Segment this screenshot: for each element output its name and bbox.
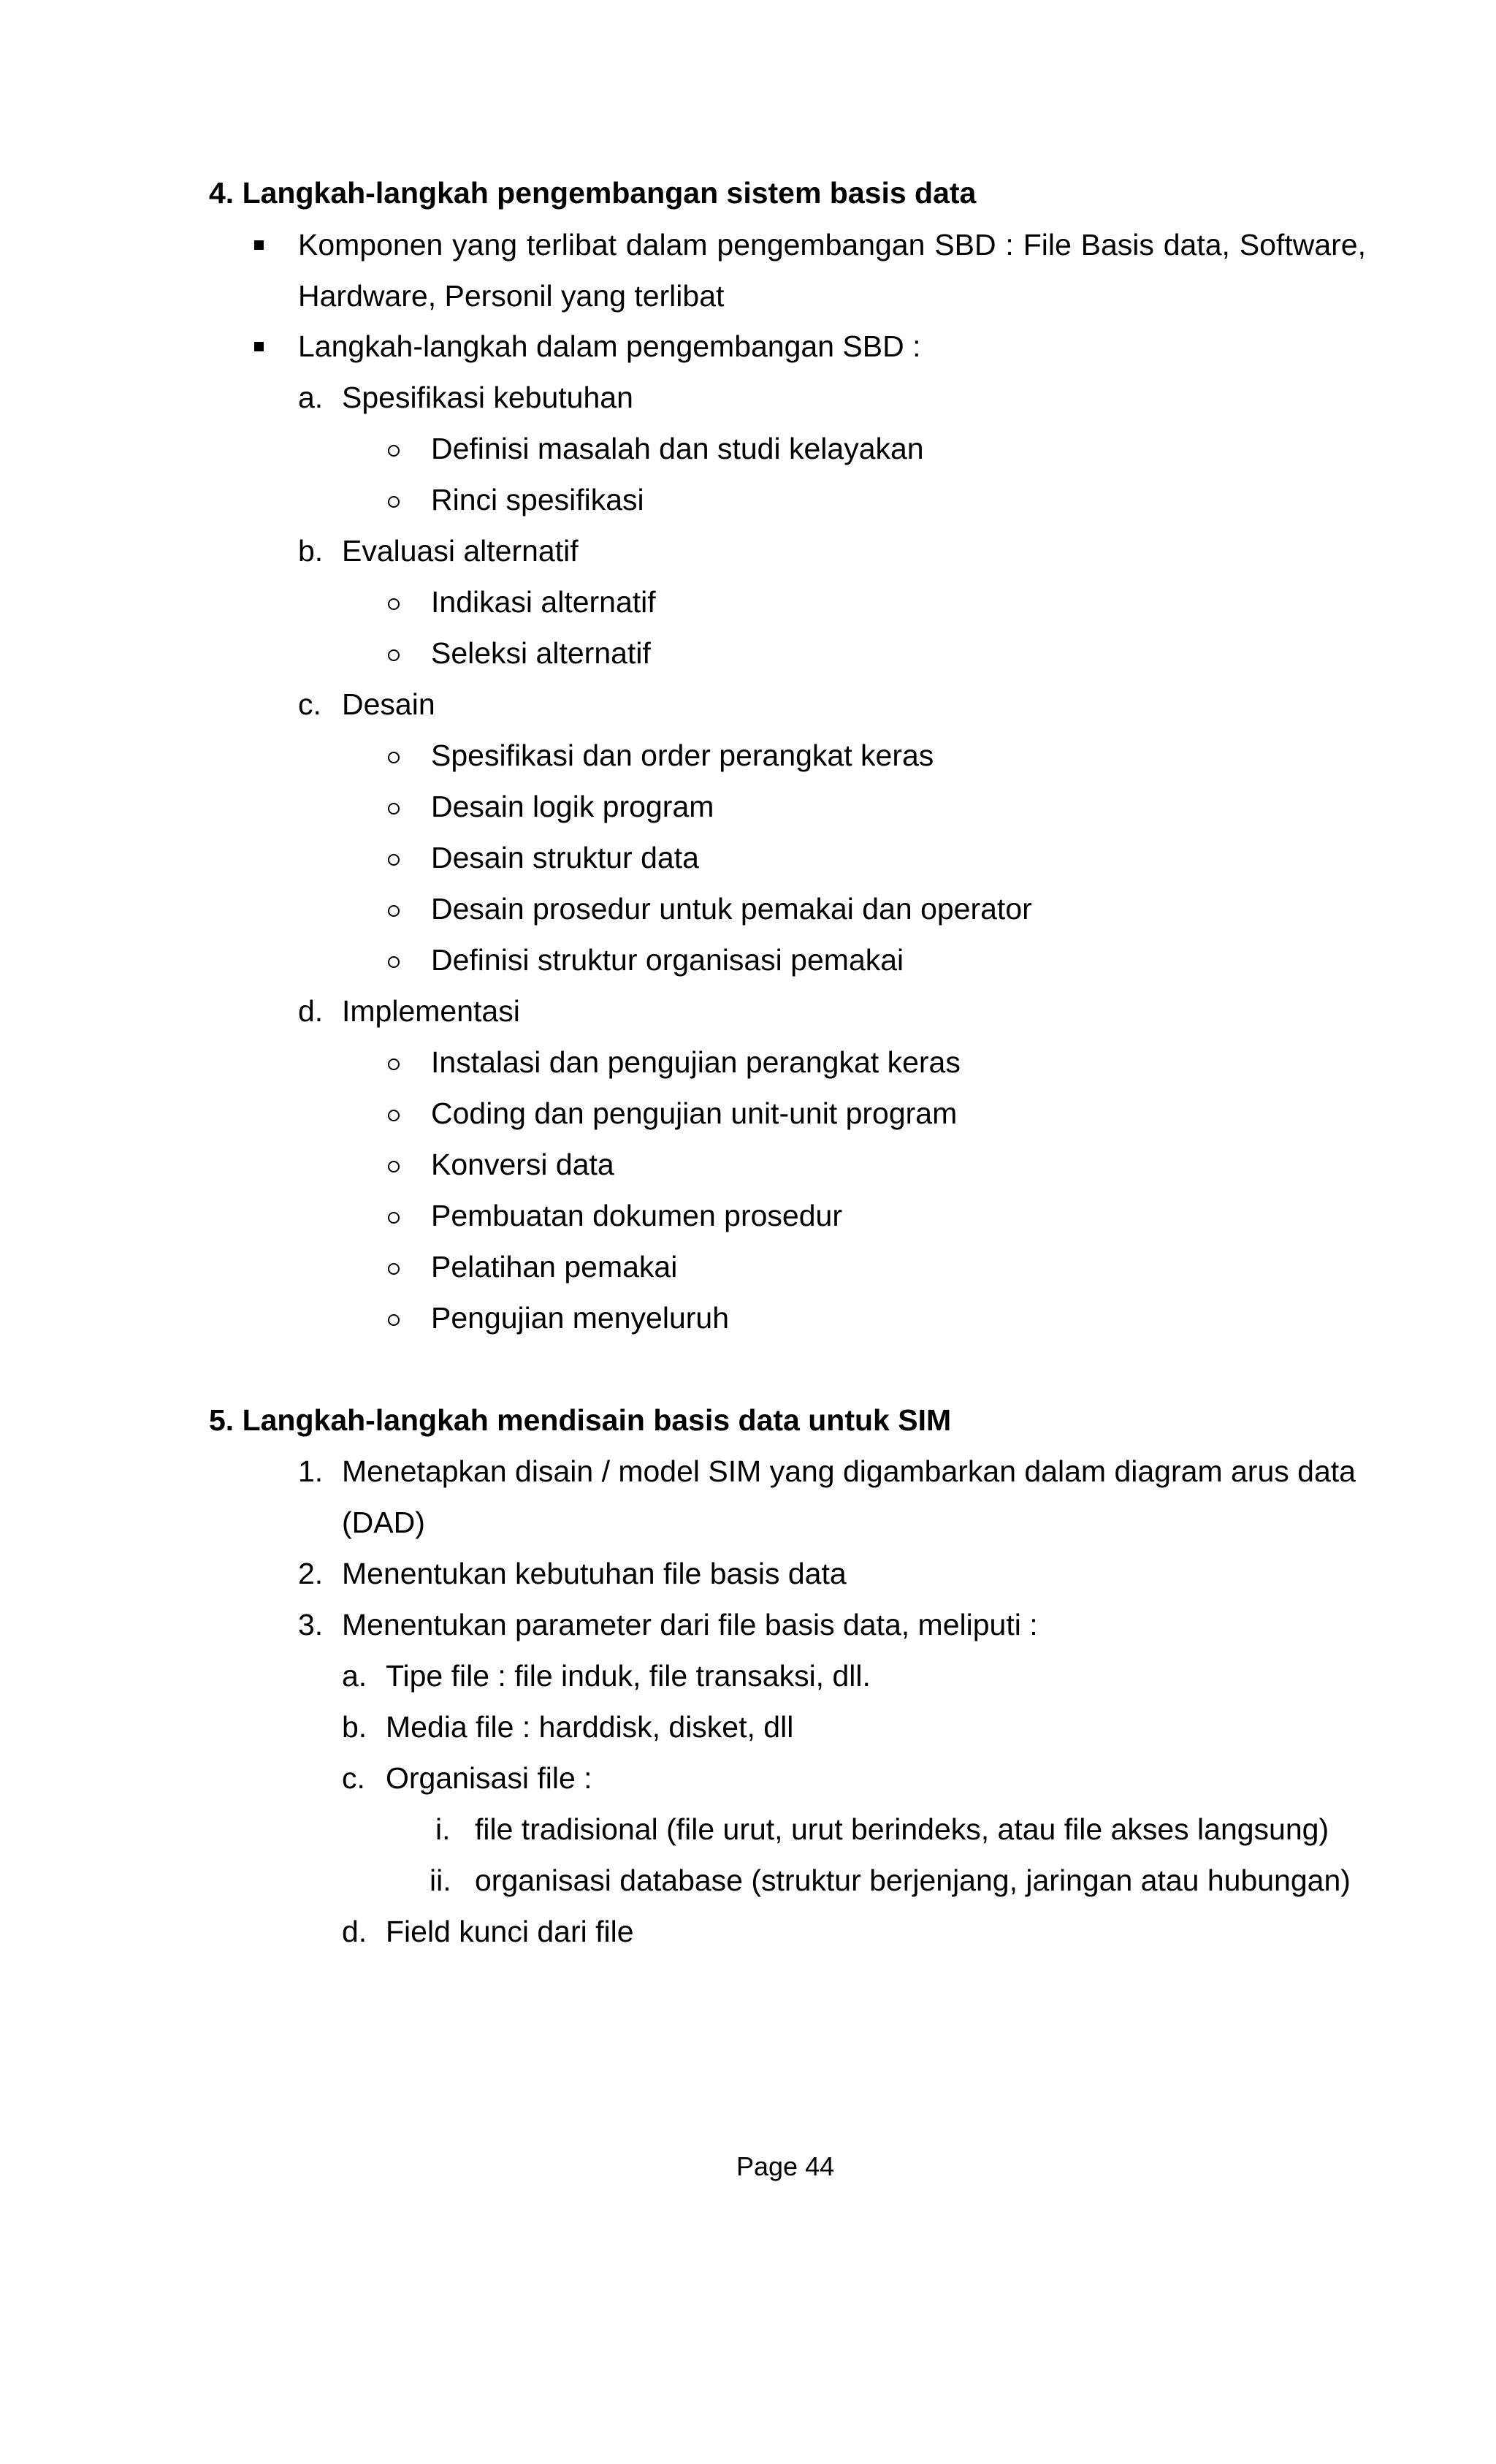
param-text: Organisasi file : <box>386 1761 592 1795</box>
list-marker: d. <box>342 1915 367 1948</box>
list-marker: 3. <box>298 1608 324 1641</box>
list-item: Indikasi alternatif <box>431 585 656 619</box>
list-marker: c. <box>298 687 321 721</box>
list-marker: d. <box>298 994 324 1028</box>
list-item: Coding dan pengujian unit-unit program <box>431 1096 958 1130</box>
circle-bullet <box>388 803 400 815</box>
list-marker: b. <box>298 534 324 568</box>
list-marker: a. <box>298 381 324 414</box>
circle-bullet <box>388 598 400 610</box>
list-marker: c. <box>342 1761 365 1795</box>
circle-bullet <box>388 445 400 457</box>
list-item: Pengujian menyeluruh <box>431 1301 729 1335</box>
square-bullet <box>254 240 264 250</box>
step-text: Menetapkan disain / model SIM yang digambarkan dalam diagram arus data <box>342 1454 1356 1488</box>
org-item-text: file tradisional (file urut, urut berindeks, atau file akses langsung) <box>475 1812 1329 1846</box>
list-item: Pembuatan dokumen prosedur <box>431 1199 842 1232</box>
list-marker: a. <box>342 1659 367 1693</box>
circle-bullet <box>388 905 400 917</box>
circle-bullet <box>388 1212 400 1224</box>
list-item: Definisi struktur organisasi pemakai <box>431 943 904 977</box>
step-text: Menentukan kebutuhan file basis data <box>342 1557 847 1590</box>
list-item: Desain struktur data <box>431 841 699 874</box>
list-marker: i. <box>435 1812 451 1846</box>
page-number: Page 44 <box>736 2151 835 2181</box>
list-marker: 2. <box>298 1557 324 1590</box>
bullet-components-line2: Hardware, Personil yang terlibat <box>298 279 725 313</box>
section-4-heading: 4. Langkah-langkah pengembangan sistem basis data <box>209 176 977 210</box>
square-bullet <box>254 342 264 351</box>
circle-bullet <box>388 1263 400 1275</box>
list-marker: 1. <box>298 1454 324 1488</box>
list-item: Konversi data <box>431 1148 614 1181</box>
circle-bullet <box>388 854 400 866</box>
group-label: Desain <box>342 687 435 721</box>
circle-bullet <box>388 1110 400 1121</box>
circle-bullet <box>388 752 400 763</box>
list-item: Pelatihan pemakai <box>431 1250 678 1284</box>
group-label: Implementasi <box>342 994 520 1028</box>
list-item: Spesifikasi dan order perangkat keras <box>431 739 934 772</box>
group-label: Spesifikasi kebutuhan <box>342 381 633 414</box>
list-item: Instalasi dan pengujian perangkat keras <box>431 1045 961 1079</box>
list-marker: b. <box>342 1710 367 1744</box>
org-item-text: organisasi database (struktur berjenjang, jaringan atau hubungan) <box>475 1864 1351 1897</box>
circle-bullet <box>388 1314 400 1326</box>
bullet-steps: Langkah-langkah dalam pengembangan SBD : <box>298 329 921 363</box>
list-item: Rinci spesifikasi <box>431 483 644 516</box>
step-text: Menentukan parameter dari file basis data, meliputi : <box>342 1608 1038 1641</box>
list-item: Definisi masalah dan studi kelayakan <box>431 432 924 465</box>
param-text: Field kunci dari file <box>386 1915 634 1948</box>
param-text: Media file : harddisk, disket, dll <box>386 1710 794 1744</box>
group-label: Evaluasi alternatif <box>342 534 579 568</box>
circle-bullet <box>388 1059 400 1070</box>
param-text: Tipe file : file induk, file transaksi, dll. <box>386 1659 871 1693</box>
list-item: Desain prosedur untuk pemakai dan operator <box>431 892 1032 926</box>
bullet-components-line1: Komponen yang terlibat dalam pengembangan SBD : File Basis data, Software, <box>298 228 1366 262</box>
circle-bullet <box>388 496 400 508</box>
list-item: Desain logik program <box>431 790 714 823</box>
circle-bullet <box>388 956 400 968</box>
list-item: Seleksi alternatif <box>431 636 651 670</box>
list-marker: ii. <box>430 1864 451 1897</box>
circle-bullet <box>388 649 400 661</box>
step-text-continued: (DAD) <box>342 1506 425 1539</box>
section-5-heading: 5. Langkah-langkah mendisain basis data untuk SIM <box>209 1403 952 1437</box>
circle-bullet <box>388 1161 400 1172</box>
